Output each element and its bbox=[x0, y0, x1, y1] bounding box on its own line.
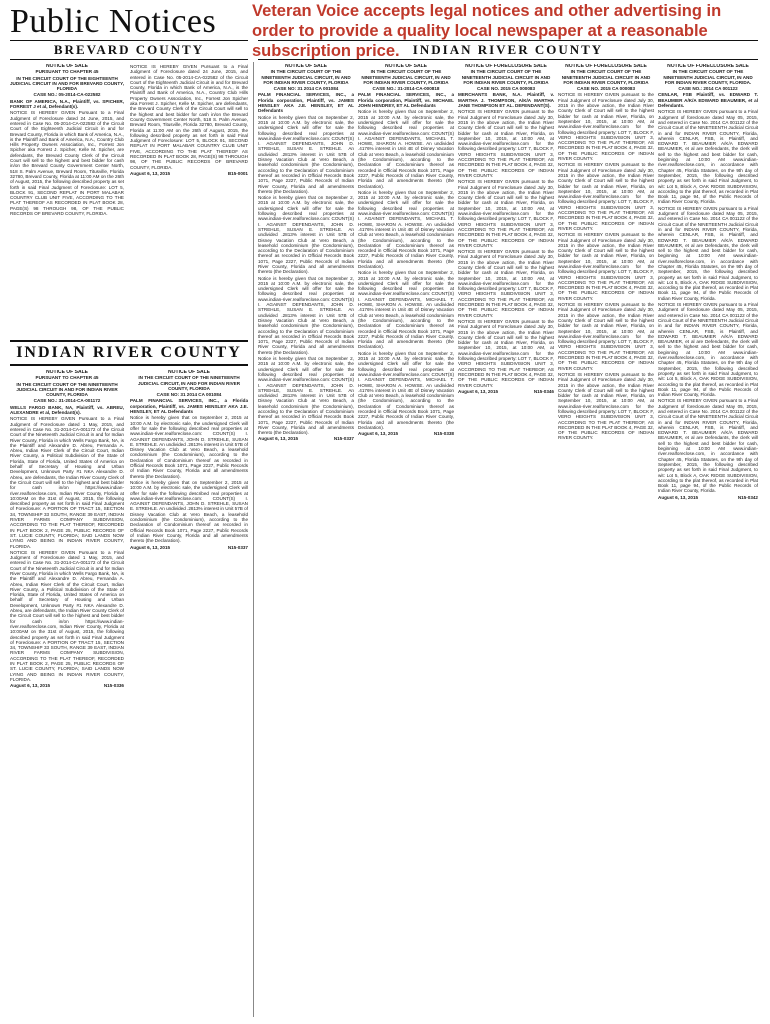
notice-subheading: PURSUANT TO CHAPTER 45 bbox=[35, 69, 99, 75]
notice-footer bbox=[130, 171, 248, 176]
notice-date: August 6, 13, 2015 bbox=[258, 436, 299, 442]
notice-indian-river-6 bbox=[558, 64, 654, 1016]
tagline: Veteran Voice accepts legal notices and other advertising in order to provide a quality local newspaper at a reasonable subscription price. bbox=[252, 2, 722, 60]
notice-court: IN THE CIRCUIT COURT OF THE NINETEENTH JUDICIAL CIRCUIT IN AND FOR INDIAN RIVER COUNTY, FLORIDA bbox=[461, 69, 551, 85]
notice-body: Notice is hereby given that on September 2, 2015 at 10:00 A.M. by electronic sale, the undersigned Clerk will offer for sale the following described real properties at www.indian-river.realforeclose.com: COUNT(S) I. AGAINST DEFENDANTS, JOHN D. STREHLE, SUSAN E. STREHLE. An undivided .2813% interest in Unit 57B of Disney Vacation Club at Vero Beach, a leasehold condominium (the Condominium), according to the Declaration of Condominium thereof as recorded in Official Records Book 1071, Page 2227, Public Records of Indian River County, Florida and all amendments thereto (the Declaration). bbox=[130, 415, 248, 479]
notice-date: August 6, 13, 2015 bbox=[130, 170, 171, 176]
notice-date: August 6, 13, 2015 bbox=[10, 683, 51, 689]
notice-court: IN THE CIRCUIT COURT OF THE NINETEENTH JUDICIAL CIRCUIT, IN AND FOR INDIAN RIVER COUNTY, FLORIDA. bbox=[663, 69, 753, 85]
section-header-indian-river: INDIAN RIVER COUNTY bbox=[258, 40, 758, 60]
notice-body: Notice is hereby given that on September 2, 2015 at 10:00 A.M. by electronic sale, the undersigned Clerk will offer for sale the following described real properties at www.indian-river.realforeclose.com: COUNT(S) I. AGAINST DEFENDANTS, MICHAEL T. HOWE, SHARON A. HOWSE. An undivided .4176% interest in Unit 4E of Disney Vacation Club at Vero Beach, a leasehold condominium (the Condominium), according to the Declaration of Condominium thereof as recorded in Official Records Book 1071, Page 2227, Public Records of Indian River County, Florida and all amendments thereto (the Declaration). bbox=[358, 109, 454, 189]
notice-body: NOTICE IS HEREBY GIVEN Pursuant to a Final Judgment of Foreclosure dated 1 May, 2015, and entered in Case No. 31-2014-CA-001172 of the Circuit Court of the Nineteenth Judicial Circuit in and for Indian River County, Florida in which Wells Fargo Bank, NA, is the Plaintiff and Alexandre D. Abreu, Fernanda A. Abreu, Indian River Clerk of the Circuit Court, Indian River County, a Political Subdivision of the State of Florida, State of Florida, United States of America on behalf of Secretary of Housing and Urban Development, Unknown Party #1 NKA Alexandre D. Abreu, are defendants, the Indian River County Clerk of the Circuit Court will sell to the highest and best bidder for cash in/on https://www.indian-river.realforeclose.com, Indian River County, Florida at 10:00AM on the 31st of August, 2015, the following described property as set forth in said Final Judgment of Foreclosure: A PORTION OF TRACT 15, SECTION 34, TOWNSHIP 33 SOUTH, RANGE 39 EAST, INDIAN RIVER FARMS COMPANY SUBDIVISION, ACCORDING TO THE PLAT THEREOF, RECORDED IN PLAT BOOK 2, PAGE 25, PUBLIC RECORDS OF ST. LUCIE COUNTY, FLORIDA; SAID LANDS NOW LYING AND BEING IN INDIAN RIVER COUNTY, FLORIDA. bbox=[10, 549, 124, 682]
notice-body: NOTICE IS HEREBY GIVEN pursuant to the Final Judgment of Foreclosure dated July 30, 2015 in the above action, the Indian River County Clerk of Court will sell to the highest bidder for cash at Indian River, Florida, on September 10, 2015, at 10:00 AM, at www.indian-river.realforeclose.com for the following described property: LOT 7, BLOCK F, VERO HEIGHTS SUBDIVISION UNIT 3, ACCORDING TO THE PLAT THEREOF, AS RECORDED IN THE PLAT BOOK 4, PAGE 32, OF THE PUBLIC RECORDS OF INDIAN RIVER COUNTY. bbox=[558, 92, 654, 162]
notice-body: NOTICE IS HEREBY GIVEN pursuant to the Final Judgment of Foreclosure dated July 30, 2015 in the above action, the Indian River County Clerk of Court will sell to the highest bidder for cash at Indian River, Florida, on September 10, 2015, at 10:00 AM, at www.indian-river.realforeclose.com for the following described property: LOT 7, BLOCK F, VERO HEIGHTS SUBDIVISION UNIT 3, ACCORDING TO THE PLAT THEREOF, AS RECORDED IN THE PLAT BOOK 4, PAGE 32, OF THE PUBLIC RECORDS OF INDIAN RIVER COUNTY. bbox=[458, 318, 554, 388]
notice-heading: NOTICE OF SALE bbox=[46, 370, 88, 375]
notice-case-number: CASE NO: 31 2014 CA 001084 bbox=[273, 86, 339, 92]
notice-heading: NOTICE OF SALE bbox=[385, 64, 427, 69]
notice-case-number: CASE NO.: 31-2014-CA-000818 bbox=[372, 86, 440, 92]
notice-body: Notice is hereby given that on September 2, 2015 at 10:00 A.M. by electronic sale, the undersigned Clerk will offer for sale the following described real properties at www.indian-river.realforeclose.com: COUNT(S) I. AGAINST DEFENDANTS, JOHN D. STREHLE, SUSAN E. STREHLE. An undivided .2813% interest in Unit 57B of Disney Vacation Club at Vero Beach, a leasehold condominium (the Condominium), according to the Declaration of Condominium thereof as recorded in Official Records Book 1071, Page 2227, Public Records of Indian River County, Florida and all amendments thereto (the Declaration). bbox=[258, 356, 354, 436]
notice-body: Notice is hereby given that on September 2, 2015 at 10:00 A.M. by electronic sale, the undersigned Clerk will offer for sale the following described real properties at www.indian-river.realforeclose.com: COUNT(S) I. AGAINST DEFENDANTS, MICHAEL T. HOWE, SHARON A. HOWSE. An undivided .4176% interest in Unit 4E of Disney Vacation Club at Vero Beach, a leasehold condominium (the Condominium), according to the Declaration of Condominium thereof as recorded in Official Records Book 1071, Page 2227, Public Records of Indian River County, Florida and all amendments thereto (the Declaration). bbox=[358, 189, 454, 269]
notice-body: NOTICE IS HEREBY GIVEN pursuant to a Final Judgment of foreclosure dated May 05, 2015, and entered in Case No. 2014 CA 001122 of the Circuit Court of the NINETEENTH Judicial Circuit in and for INDIAN RIVER COUNTY, Florida, wherein CENLAR, FSB, is Plaintiff, and EDWARD T. BEAUMIER A/K/A EDWARD BEAUMIER, et al are Defendants, the clerk will sell to the highest and best bidder for cash, beginning at 10:00 AM www.indian-river.realforeclose.com, in accordance with Chapter 45, Florida Statutes, on the 9th day of September, 2015, the following described property as set forth in said Final Judgment, to wit: Lot 5, Block A, OAK RIDGE SUBDIVISION, according to the plat thereof, as recorded in Plat Book 11, page 94, of the Public Records of Indian River County, Florida. bbox=[658, 109, 758, 205]
notice-indian-river-3 bbox=[258, 64, 354, 1016]
notice-body: NOTICE IS HEREBY GIVEN Pursuant to a Final Judgment of Foreclosure dated 24 June, 2015, and entered in Case No. 05-2014-CA-022582 of the Circuit Court of the Eighteenth Judicial Circuit in and for Brevard County, Florida in which Bank of America, N.A., is the Plaintiff and Bank of America, N.A., Country Club Hills Property Owners Association, Inc., Forrest Jon Spicher aka Forrest J. Spicher, Kelle M. Spicher, are defendants, the Brevard County Clerk of the Circuit Court will sell to the highest and best bidder for cash in/on the Brevard County Government Center North, 518 S. Palm Avenue, Brevard Room, Titusville, Florida 32780, Brevard County, Florida at 11:00 AM on the 26th of August, 2015, the following described property as set forth in said Final Judgment of Foreclosure: LOT 5, BLOCK 91, SECOND REPLAT IN PORT MALABAR COUNTRY CLUB UNIT FIVE, ACCORDING TO THE PLAT THEREOF AS RECORDED IN PLAT BOOK 28, PAGE(S) 98 THROUGH 98, OF THE PUBLIC RECORDS OF BREVARD COUNTY, FLORIDA. bbox=[10, 110, 124, 217]
notice-code: N15-0346 bbox=[533, 388, 554, 394]
notice-indian-river-5 bbox=[458, 64, 554, 1016]
notice-body: Notice is hereby given that on September 2, 2015 at 10:00 A.M. by electronic sale, the undersigned Clerk will offer for sale the following described real properties at www.indian-river.realforeclose.com: COUNT(S) I. AGAINST DEFENDANTS, JOHN D. STREHLE, SUSAN E. STREHLE. An undivided .2813% interest in Unit 57B of Disney Vacation Club at Vero Beach, a leasehold condominium (the Condominium), according to the Declaration of Condominium thereof as recorded in Official Records Book 1071, Page 2227, Public Records of Indian River County, Florida and all amendments thereto (the Declaration). bbox=[258, 195, 354, 275]
notice-case-number: CASE NO.: 05-2014-CA-022582 bbox=[33, 92, 101, 98]
notice-heading: NOTICE OF FORECLOSURE SALE bbox=[465, 64, 547, 69]
notice-subheading: PURSUANT TO CHAPTER 45 bbox=[35, 375, 99, 381]
notice-body: NOTICE IS HEREBY GIVEN pursuant to a Final Judgment of foreclosure dated May 05, 2015, and entered in Case No. 2014 CA 001122 of the Circuit Court of the NINETEENTH Judicial Circuit in and for INDIAN RIVER COUNTY, Florida, wherein CENLAR, FSB, is Plaintiff, and EDWARD T. BEAUMIER A/K/A EDWARD BEAUMIER, et al are Defendants, the clerk will sell to the highest and best bidder for cash, beginning at 10:00 AM www.indian-river.realforeclose.com, in accordance with Chapter 45, Florida Statutes, on the 9th day of September, 2015, the following described property as set forth in said Final Judgment, to wit: Lot 5, Block A, OAK RIDGE SUBDIVISION, according to the plat thereof, as recorded in Plat Book 11, page 94, of the Public Records of Indian River County, Florida. bbox=[658, 398, 758, 494]
notice-parties: MERCHANTS BANK, N.A. Plaintiff, v. MARTHA J. THOMPSON, A/K/A MARTHA JANE THOMPSON ET AL. DEFENDANT(S). bbox=[458, 92, 554, 109]
notice-footer bbox=[658, 495, 758, 500]
notice-footer bbox=[458, 389, 554, 394]
notice-indian-river-4 bbox=[358, 64, 454, 1016]
notice-code: N15-0338 bbox=[433, 431, 454, 437]
notice-court: IN THE CIRCUIT COURT OF THE NINETEENTH JUDICIAL CIRCUIT IN AND FOR INDIAN RIVER COUNTY, FLORIDA bbox=[16, 381, 118, 398]
notice-footer bbox=[10, 683, 124, 688]
notice-body: NOTICE IS HEREBY GIVEN pursuant to the Final Judgment of Foreclosure dated July 30, 2015 in the above action, the Indian River County Clerk of Court will sell to the highest bidder for cash at Indian River, Florida, on September 10, 2015, at 10:00 AM, at www.indian-river.realforeclose.com for the following described property: LOT 7, BLOCK F, VERO HEIGHTS SUBDIVISION UNIT 3, ACCORDING TO THE PLAT THEREOF, AS RECORDED IN THE PLAT BOOK 4, PAGE 32, OF THE PUBLIC RECORDS OF INDIAN RIVER COUNTY. bbox=[558, 232, 654, 301]
notice-code: N15-0337 bbox=[227, 544, 248, 550]
notice-body: NOTICE IS HEREBY GIVEN pursuant to the Final Judgment of Foreclosure dated July 30, 2015 in the above action, the Indian River County Clerk of Court will sell to the highest bidder for cash at Indian River, Florida, on September 10, 2015, at 10:00 AM, at www.indian-river.realforeclose.com for the following described property: LOT 7, BLOCK F, VERO HEIGHTS SUBDIVISION UNIT 3, ACCORDING TO THE PLAT THEREOF, AS RECORDED IN THE PLAT BOOK 4, PAGE 32, OF THE PUBLIC RECORDS OF INDIAN RIVER COUNTY. bbox=[558, 162, 654, 231]
section-header-brevard: BREVARD COUNTY bbox=[10, 40, 248, 60]
notice-court: IN THE CIRCUIT COURT OF THE EIGHTEENTH JUDICIAL CIRCUIT IN AND FOR BREVARD COUNTY, FLORIDA bbox=[10, 75, 124, 92]
notice-body: NOTICE IS HEREBY GIVEN pursuant to the Final Judgment of Foreclosure dated July 30, 2015 in the above action, the Indian River County Clerk of Court will sell to the highest bidder for cash at Indian River, Florida, on September 10, 2015, at 10:00 AM, at www.indian-river.realforeclose.com for the following described property: LOT 7, BLOCK F, VERO HEIGHTS SUBDIVISION UNIT 3, ACCORDING TO THE PLAT THEREOF, AS RECORDED IN THE PLAT BOOK 4, PAGE 32, OF THE PUBLIC RECORDS OF INDIAN RIVER COUNTY. bbox=[458, 249, 554, 318]
notice-heading: NOTICE OF SALE bbox=[46, 64, 88, 69]
notice-body: Notice is hereby given that on September 2, 2015 at 10:00 A.M. by electronic sale, the undersigned Clerk will offer for sale the following described real properties at www.indian-river.realforeclose.com: COUNT(S) I. AGAINST DEFENDANTS, MICHAEL T. HOWE, SHARON A. HOWSE. An undivided .4176% interest in Unit 4E of Disney Vacation Club at Vero Beach, a leasehold condominium (the Condominium), according to the Declaration of Condominium thereof as recorded in Official Records Book 1071, Page 2227, Public Records of Indian River County, Florida and all amendments thereto (the Declaration). bbox=[358, 270, 454, 350]
notice-body: NOTICE IS HEREBY GIVEN pursuant to the Final Judgment of Foreclosure dated July 30, 2015 in the above action, the Indian River County Clerk of Court will sell to the highest bidder for cash at Indian River, Florida, on September 10, 2015, at 10:00 AM, at www.indian-river.realforeclose.com for the following described property: LOT 7, BLOCK F, VERO HEIGHTS SUBDIVISION UNIT 3, ACCORDING TO THE PLAT THEREOF, AS RECORDED IN THE PLAT BOOK 4, PAGE 32, OF THE PUBLIC RECORDS OF INDIAN RIVER COUNTY. bbox=[558, 371, 654, 441]
notice-parties: BANK OF AMERICA, N.A., Plaintiff, vs. SPICHER, FORREST J et al, Defendant(s). bbox=[10, 98, 124, 110]
notice-case-number: CASE NO.: 31-2014-CA-001172 bbox=[33, 398, 101, 404]
notice-footer bbox=[258, 436, 354, 441]
notice-indian-river-7 bbox=[658, 64, 758, 1016]
notice-parties: CENLAR, FSB Plaintiff, vs. EDWARD T. BEAUMIER A/K/A EDWARD BEAUMIER, et al Defendants. bbox=[658, 92, 758, 109]
notice-date: August 6, 13, 2015 bbox=[658, 494, 699, 500]
section-header-indian-river-mid: INDIAN RIVER COUNTY bbox=[10, 340, 248, 366]
notice-body: Notice is hereby given that on September 2, 2015 at 10:00 A.M. by electronic sale, the undersigned Clerk will offer for sale the following described real properties at www.indian-river.realforeclose.com: COUNT(S) I. AGAINST DEFENDANTS, JOHN D. STREHLE, SUSAN E. STREHLE. An undivided .2813% interest in Unit 57B of Disney Vacation Club at Vero Beach, a leasehold condominium (the Condominium), according to the Declaration of Condominium thereof as recorded in Official Records Book 1071, Page 2227, Public Records of Indian River County, Florida and all amendments thereto (the Declaration). bbox=[130, 479, 248, 544]
notice-body: NOTICE IS HEREBY GIVEN Pursuant to a Final Judgment of Foreclosure dated 1 May, 2015, and entered in Case No. 31-2014-CA-001172 of the Circuit Court of the Nineteenth Judicial Circuit in and for Indian River County, Florida in which Wells Fargo Bank, NA, is the Plaintiff and Alexandre D. Abreu, Fernanda A. Abreu, Indian River Clerk of the Circuit Court, Indian River County, a Political Subdivision of the State of Florida, State of Florida, United States of America on behalf of Secretary of Housing and Urban Development, Unknown Party #1 NKA Alexandre D. Abreu, are defendants, the Indian River County Clerk of the Circuit Court will sell to the highest and best bidder for cash in/on https://www.indian-river.realforeclose.com, Indian River County, Florida at 10:00AM on the 31st of August, 2015, the following described property as set forth in said Final Judgment of Foreclosure: A PORTION OF TRACT 15, SECTION 34, TOWNSHIP 33 SOUTH, RANGE 39 EAST, INDIAN RIVER FARMS COMPANY SUBDIVISION, ACCORDING TO THE PLAT THEREOF, RECORDED IN PLAT BOOK 2, PAGE 25, PUBLIC RECORDS OF ST. LUCIE COUNTY, FLORIDA; SAID LANDS NOW LYING AND BEING IN INDIAN RIVER COUNTY, FLORIDA. bbox=[10, 416, 124, 549]
notice-body: NOTICE IS HEREBY GIVEN pursuant to the Final Judgment of Foreclosure dated July 30, 2015 in the above action, the Indian River County Clerk of Court will sell to the highest bidder for cash at Indian River, Florida, on September 10, 2015, at 10:00 AM, at www.indian-river.realforeclose.com for the following described property: LOT 7, BLOCK F, VERO HEIGHTS SUBDIVISION UNIT 3, ACCORDING TO THE PLAT THEREOF, AS RECORDED IN THE PLAT BOOK 4, PAGE 32, OF THE PUBLIC RECORDS OF INDIAN RIVER COUNTY. bbox=[558, 302, 654, 371]
notice-footer bbox=[130, 545, 248, 550]
notice-body: NOTICE IS HEREBY GIVEN pursuant to the Final Judgment of Foreclosure dated July 30, 2015 in the above action, the Indian River County Clerk of Court will sell to the highest bidder for cash at Indian River, Florida, on September 10, 2015, at 10:00 AM, at www.indian-river.realforeclose.com for the following described property: LOT 7, BLOCK F, VERO HEIGHTS SUBDIVISION UNIT 3, ACCORDING TO THE PLAT THEREOF, AS RECORDED IN THE PLAT BOOK 4, PAGE 32, OF THE PUBLIC RECORDS OF INDIAN RIVER COUNTY. bbox=[458, 109, 554, 178]
notice-date: August 6, 13, 2015 bbox=[358, 431, 399, 437]
notice-footer bbox=[358, 431, 454, 436]
notice-body: Notice is hereby given that on September 2, 2015 at 10:00 A.M. by electronic sale, the undersigned Clerk will offer for sale the following described real properties at www.indian-river.realforeclose.com: COUNT(S) I. AGAINST DEFENDANTS, MICHAEL T. HOWE, SHARON A. HOWSE. An undivided .4176% interest in Unit 4E of Disney Vacation Club at Vero Beach, a leasehold condominium (the Condominium), according to the Declaration of Condominium thereof as recorded in Official Records Book 1071, Page 2227, Public Records of Indian River County, Florida and all amendments thereto (the Declaration). bbox=[358, 350, 454, 430]
notice-heading: NOTICE OF FORECLOSURE SALE bbox=[565, 64, 647, 69]
page-title: Public Notices bbox=[10, 3, 217, 40]
notice-indian-river-2 bbox=[130, 370, 248, 1015]
notice-heading: NOTICE OF FORECLOSURE SALE bbox=[667, 64, 749, 69]
notice-body: NOTICE IS HEREBY GIVEN Pursuant to a Final Judgment of Foreclosure dated 24 June, 2015, and entered in Case No. 05-2014-CA-022582 of the Circuit Court of the Eighteenth Judicial Circuit in and for Brevard County, Florida in which Bank of America, N.A., is the Plaintiff and Bank of America, N.A., Country Club Hills Property Owners Association, Inc., Forrest Jon Spicher aka Forrest J. Spicher, Kelle M. Spicher, are defendants, the Brevard County Clerk of the Circuit Court will sell to the highest and best bidder for cash in/on the Brevard County Government Center North, 518 S. Palm Avenue, Brevard Room, Titusville, Florida 32780, Brevard County, Florida at 11:00 AM on the 26th of August, 2015, the following described property as set forth in said Final Judgment of Foreclosure: LOT 5, BLOCK 91, SECOND REPLAT IN PORT MALABAR COUNTRY CLUB UNIT FIVE, ACCORDING TO THE PLAT THEREOF AS RECORDED IN PLAT BOOK 28, PAGE(S) 98 THROUGH 98, OF THE PUBLIC RECORDS OF BREVARD COUNTY, FLORIDA. bbox=[130, 64, 248, 170]
notice-body: NOTICE IS HEREBY GIVEN pursuant to a Final Judgment of foreclosure dated May 05, 2015, and entered in Case No. 2014 CA 001122 of the Circuit Court of the NINETEENTH Judicial Circuit in and for INDIAN RIVER COUNTY, Florida, wherein CENLAR, FSB, is Plaintiff, and EDWARD T. BEAUMIER A/K/A EDWARD BEAUMIER, et al are Defendants, the clerk will sell to the highest and best bidder for cash, beginning at 10:00 AM www.indian-river.realforeclose.com, in accordance with Chapter 45, Florida Statutes, on the 9th day of September, 2015, the following described property as set forth in said Final Judgment, to wit: Lot 5, Block A, OAK RIDGE SUBDIVISION, according to the plat thereof, as recorded in Plat Book 11, page 94, of the Public Records of Indian River County, Florida. bbox=[658, 205, 758, 301]
notice-parties: PALM FINANCIAL SERVICES, INC., a Florida corporation, Plaintiff, vs. JAMES HENSLEY AKA J.E. HENSLEY, ET AL Defendants bbox=[130, 398, 248, 415]
notice-parties: WELLS FARGO BANK, NA, Plaintiff, vs. ABREU, ALEXANDRE et al, Defendant(s). bbox=[10, 404, 124, 416]
notice-indian-river-1 bbox=[10, 370, 124, 1015]
notice-court: IN THE CIRCUIT COURT OF THE NINETEENTH JUDICIAL CIRCUIT, IN AND FOR INDIAN RIVER COUNTY, FLORIDA bbox=[361, 69, 451, 85]
column-divider bbox=[253, 62, 254, 1017]
notice-court: IN THE CIRCUIT COURT OF THE NINETEENTH JUDICIAL CIRCUIT, IN AND FOR INDIAN RIVER COUNTY, FLORIDA bbox=[137, 375, 241, 391]
notice-body: Notice is hereby given that on September 2, 2015 at 10:00 A.M. by electronic sale, the undersigned Clerk will offer for sale the following described real properties at www.indian-river.realforeclose.com: COUNT(S) I. AGAINST DEFENDANTS, JOHN D. STREHLE, SUSAN E. STREHLE. An undivided .2813% interest in Unit 57B of Disney Vacation Club at Vero Beach, a leasehold condominium (the Condominium), according to the Declaration of Condominium thereof as recorded in Official Records Book 1071, Page 2227, Public Records of Indian River County, Florida and all amendments thereto (the Declaration). bbox=[258, 114, 354, 194]
notice-heading: NOTICE OF SALE bbox=[285, 64, 327, 69]
notice-date: August 6, 13, 2015 bbox=[458, 388, 499, 394]
notice-body: NOTICE IS HEREBY GIVEN pursuant to a Final Judgment of foreclosure dated May 05, 2015, and entered in Case No. 2014 CA 001122 of the Circuit Court of the NINETEENTH Judicial Circuit in and for INDIAN RIVER COUNTY, Florida, wherein CENLAR, FSB, is Plaintiff, and EDWARD T. BEAUMIER A/K/A EDWARD BEAUMIER, et al are Defendants, the clerk will sell to the highest and best bidder for cash, beginning at 10:00 AM www.indian-river.realforeclose.com, in accordance with Chapter 45, Florida Statutes, on the 9th day of September, 2015, the following described property as set forth in said Final Judgment, to wit: Lot 5, Block A, OAK RIDGE SUBDIVISION, according to the plat thereof, as recorded in Plat Book 11, page 94, of the Public Records of Indian River County, Florida. bbox=[658, 302, 758, 398]
notice-court: IN THE CIRCUIT COURT OF THE NINETEENTH JUDICIAL CIRCUIT, IN AND FOR INDIAN RIVER COUNTY, FLORIDA bbox=[261, 69, 351, 85]
notice-case-number: CASE NO: 31 2014 CA 001084 bbox=[156, 392, 222, 398]
notice-code: B15-0001 bbox=[227, 170, 248, 176]
notice-code: N15-0336 bbox=[103, 683, 124, 689]
notice-body: NOTICE IS HEREBY GIVEN pursuant to the Final Judgment of Foreclosure dated July 30, 2015 in the above action, the Indian River County Clerk of Court will sell to the highest bidder for cash at Indian River, Florida, on September 10, 2015, at 10:00 AM, at www.indian-river.realforeclose.com for the following described property: LOT 7, BLOCK F, VERO HEIGHTS SUBDIVISION UNIT 3, ACCORDING TO THE PLAT THEREOF, AS RECORDED IN THE PLAT BOOK 4, PAGE 32, OF THE PUBLIC RECORDS OF INDIAN RIVER COUNTY. bbox=[458, 179, 554, 248]
notice-heading: NOTICE OF SALE bbox=[168, 370, 210, 375]
notice-case-number: CASE NO. 2015 CA 000083 bbox=[576, 86, 636, 92]
notice-case-number: CASE NO.: 2014 CA 001122 bbox=[678, 86, 738, 92]
notice-court: IN THE CIRCUIT COURT OF THE NINETEENTH JUDICIAL CIRCUIT IN AND FOR INDIAN RIVER COUNTY, FLORIDA bbox=[561, 69, 651, 85]
notice-body: Notice is hereby given that on September 2, 2015 at 10:00 A.M. by electronic sale, the undersigned Clerk will offer for sale the following described real properties at www.indian-river.realforeclose.com: COUNT(S) I. AGAINST DEFENDANTS, JOHN D. STREHLE, SUSAN E. STREHLE. An undivided .2813% interest in Unit 57B of Disney Vacation Club at Vero Beach, a leasehold condominium (the Condominium), according to the Declaration of Condominium thereof as recorded in Official Records Book 1071, Page 2227, Public Records of Indian River County, Florida and all amendments thereto (the Declaration). bbox=[258, 275, 354, 355]
notice-brevard-1 bbox=[10, 64, 124, 336]
notice-code: N15-0337 bbox=[333, 436, 354, 442]
notice-parties: PALM FINANCIAL SERVICES, INC., a Florida corporation, Plaintiff, vs. MICHAEL JOHN HENDREY, ET AL Defendants bbox=[358, 92, 454, 109]
notice-date: August 6, 13, 2015 bbox=[130, 544, 171, 550]
notice-code: N15-0342 bbox=[737, 494, 758, 500]
notice-case-number: CASE NO. 2015 CA 000083 bbox=[476, 86, 536, 92]
notice-brevard-1-cont bbox=[130, 64, 248, 336]
notice-parties: PALM FINANCIAL SERVICES, INC., a Florida corporation, Plaintiff, vs. JAMES HENSLEY AKA J.E. HENSLEY, ET AL Defendants bbox=[258, 92, 354, 114]
